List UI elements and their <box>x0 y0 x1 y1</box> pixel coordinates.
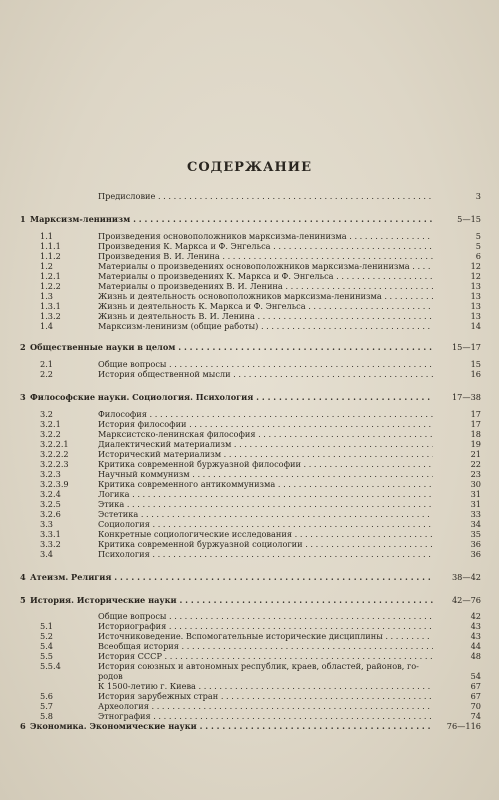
toc-entry-page: 15—17 <box>451 342 481 352</box>
toc-entry-label: История СССР . . . <box>98 651 433 661</box>
toc-entry-page: 12 <box>470 271 481 281</box>
toc-entry-label: Критика современной буржуазной социологии . . . <box>98 539 433 549</box>
toc-entry-row[interactable] <box>20 631 481 641</box>
toc-entry-page: 3 <box>475 191 481 201</box>
toc-entry-number: 4 <box>20 572 26 582</box>
toc-entry-row[interactable] <box>20 671 481 681</box>
toc-entry-row[interactable] <box>20 711 481 721</box>
toc-entry-page: 17 <box>470 419 481 429</box>
toc-entry-number: 1.4 <box>40 321 54 331</box>
toc-entry-number: 1.1.2 <box>40 251 61 261</box>
toc-entry-row[interactable] <box>20 509 481 519</box>
toc-entry-page: 42—76 <box>451 595 481 605</box>
toc-entry-page: 18 <box>470 429 481 439</box>
toc-entry-label: Жизнь и деятельность основоположников марксизма-ленинизма . . . <box>98 291 433 301</box>
toc-entry-label: История философии . . . <box>98 419 433 429</box>
toc-entry-label: Марксизм-ленинизм (общие работы) . . . <box>98 321 433 331</box>
toc-entry-label: Всеобщая история . . . <box>98 641 433 651</box>
toc-entry-row[interactable] <box>20 409 481 419</box>
toc-entry-row[interactable] <box>20 681 481 691</box>
toc-entry-label: Социология . . . <box>98 519 433 529</box>
toc-entry-row[interactable] <box>20 359 481 369</box>
toc-entry-number: 1.1 <box>40 231 54 241</box>
toc-entry-page: 5 <box>475 241 481 251</box>
toc-section-row[interactable] <box>20 721 481 731</box>
toc-entry-row[interactable] <box>20 281 481 291</box>
toc-entry-label: Жизнь и деятельность К. Маркса и Ф. Энгельса . . . <box>98 301 433 311</box>
toc-entry-label: Историография . . . <box>98 621 433 631</box>
toc-entry-page: 36 <box>470 539 481 549</box>
toc-entry-label: История зарубежных стран . . . <box>98 691 433 701</box>
toc-entry-label: Психология . . . <box>98 549 433 559</box>
toc-entry-label: К 1500-летию г. Киева . . . <box>98 681 433 691</box>
toc-entry-number: 1.2.2 <box>40 281 61 291</box>
toc-entry-number: 3.2.3.9 <box>40 479 69 489</box>
toc-entry-row[interactable] <box>20 479 481 489</box>
toc-section-row[interactable] <box>20 342 481 352</box>
toc-entry-row[interactable] <box>20 641 481 651</box>
toc-entry-number: 5.2 <box>40 631 54 641</box>
toc-entry-label: Произведения К. Маркса и Ф. Энгельса . . . <box>98 241 433 251</box>
toc-entry-number: 5.7 <box>40 701 54 711</box>
toc-entry-page: 33 <box>470 509 481 519</box>
toc-entry-row[interactable] <box>20 549 481 559</box>
toc-entry-row[interactable] <box>20 529 481 539</box>
toc-entry-page: 13 <box>470 281 481 291</box>
toc-entry-number: 5.6 <box>40 691 54 701</box>
toc-entry-page: 48 <box>470 651 481 661</box>
toc-entry-page: 76—116 <box>446 721 481 731</box>
toc-entry-row[interactable] <box>20 701 481 711</box>
toc-entry-page: 67 <box>470 691 481 701</box>
toc-entry-row[interactable] <box>20 499 481 509</box>
toc-entry-row[interactable] <box>20 691 481 701</box>
toc-entry-label: Материалы о произведениях В. И. Ленина . . . <box>98 281 433 291</box>
toc-entry-page: 43 <box>470 621 481 631</box>
toc-entry-row[interactable] <box>20 469 481 479</box>
toc-entry-number: 1.1.1 <box>40 241 61 251</box>
toc-entry-row[interactable] <box>20 231 481 241</box>
toc-entry-row[interactable] <box>20 419 481 429</box>
toc-section-row[interactable] <box>20 214 481 224</box>
toc-entry-row[interactable] <box>20 459 481 469</box>
toc-entry-label: Логика . . . <box>98 489 433 499</box>
toc-entry-label: Марксизм-ленинизм . . . <box>30 214 433 224</box>
toc-entry-label: Материалы о произведениях К. Маркса и Ф. Энгельса . . . <box>98 271 433 281</box>
toc-entry-page: 13 <box>470 301 481 311</box>
toc-entry-row[interactable] <box>20 661 481 671</box>
toc-entry-label: Атеизм. Религия . . . <box>30 572 433 582</box>
toc-entry-page: 13 <box>470 291 481 301</box>
toc-entry-page: 34 <box>470 519 481 529</box>
toc-entry-row[interactable] <box>20 439 481 449</box>
toc-entry-page: 13 <box>470 311 481 321</box>
toc-entry-row[interactable] <box>20 489 481 499</box>
toc-entry-label: Научный коммунизм . . . <box>98 469 433 479</box>
toc-entry-page: 31 <box>470 499 481 509</box>
toc-entry-number: 3.2.1 <box>40 419 61 429</box>
toc-entry-page: 44 <box>470 641 481 651</box>
toc-entry-row[interactable] <box>20 261 481 271</box>
toc-entry-row[interactable] <box>20 241 481 251</box>
toc-entry-number: 1.2.1 <box>40 271 61 281</box>
toc-entry-row[interactable] <box>20 291 481 301</box>
toc-entry-label: Исторический материализм . . . <box>98 449 433 459</box>
toc-entry-row[interactable] <box>20 651 481 661</box>
toc-entry-page: 5—15 <box>457 214 481 224</box>
toc-entry-number: 3.2 <box>40 409 54 419</box>
toc-entry-number: 3.3.1 <box>40 529 61 539</box>
toc-entry-page: 70 <box>470 701 481 711</box>
toc-entry-number: 3.4 <box>40 549 54 559</box>
toc-entry-page: 17—38 <box>451 392 481 402</box>
toc-entry-label: Общие вопросы . . . <box>98 359 433 369</box>
toc-entry-label: Материалы о произведениях основоположников марксизма-ленинизма . . . <box>98 261 433 271</box>
toc-entry-page: 43 <box>470 631 481 641</box>
toc-entry-number: 5.4 <box>40 641 54 651</box>
toc-entry-label: Экономика. Экономические науки . . . <box>30 721 433 731</box>
toc-entry-label: Предисловие . . . <box>98 191 433 201</box>
toc-entry-number: 3.2.3 <box>40 469 61 479</box>
toc-entry-label: Диалектический материализм . . . <box>98 439 433 449</box>
toc-entry-number: 3.2.6 <box>40 509 61 519</box>
toc-entry-number: 3.2.2 <box>40 429 61 439</box>
toc-entry-number: 3.2.4 <box>40 489 61 499</box>
toc-entry-label: Философия . . . <box>98 409 433 419</box>
toc-entry-row[interactable] <box>20 611 481 621</box>
toc-entry-label: Этика . . . <box>98 499 433 509</box>
toc-entry-row[interactable] <box>20 519 481 529</box>
toc-entry-page: 14 <box>470 321 481 331</box>
toc-entry-row[interactable] <box>20 429 481 439</box>
toc-entry-number: 3 <box>20 392 26 402</box>
toc-entry-label: Источниковедение. Вспомогательные исторические дисциплины . . . <box>98 631 433 641</box>
toc-entry-number: 5.8 <box>40 711 54 721</box>
toc-entry-label: Философские науки. Социология. Психология . . . <box>30 392 433 402</box>
toc-entry-number: 1.2 <box>40 261 54 271</box>
toc-entry-number: 3.2.2.3 <box>40 459 69 469</box>
toc-entry-page: 16 <box>470 369 481 379</box>
toc-entry-number: 2.2 <box>40 369 54 379</box>
toc-section-row[interactable] <box>20 392 481 402</box>
toc-entry-page: 23 <box>470 469 481 479</box>
toc-section-row[interactable] <box>20 572 481 582</box>
toc-entry-page: 21 <box>470 449 481 459</box>
toc-entry-row[interactable] <box>20 311 481 321</box>
toc-entry-number: 6 <box>20 721 26 731</box>
toc-entry-number: 1.3 <box>40 291 54 301</box>
toc-entry-row[interactable] <box>20 369 481 379</box>
toc-entry-label: Произведения В. И. Ленина . . . <box>98 251 433 261</box>
toc-entry-number: 5.5 <box>40 651 54 661</box>
toc-entry-page: 17 <box>470 409 481 419</box>
toc-entry-page: 12 <box>470 261 481 271</box>
toc-entry-label: Критика современного антикоммунизма . . . <box>98 479 433 489</box>
toc-entry-number: 5 <box>20 595 26 605</box>
toc-entry-label: Общие вопросы . . . <box>98 611 433 621</box>
toc-entry-page: 6 <box>475 251 481 261</box>
toc-entry-label: родов <box>98 671 123 681</box>
toc-entry-number: 3.3 <box>40 519 54 529</box>
toc-entry-label: Критика современной буржуазной философии . . . <box>98 459 433 469</box>
toc-entry-number: 1.3.1 <box>40 301 61 311</box>
toc-entry-label: Жизнь и деятельность В. И. Ленина . . . <box>98 311 433 321</box>
toc-entry-page: 22 <box>470 459 481 469</box>
toc-entry-page: 31 <box>470 489 481 499</box>
toc-entry-label: История. Исторические науки . . . <box>30 595 433 605</box>
toc-entry-number: 2 <box>20 342 26 352</box>
toc-entry-row[interactable] <box>20 449 481 459</box>
toc-entry-number: 3.2.5 <box>40 499 61 509</box>
toc-entry-number: 1.3.2 <box>40 311 61 321</box>
toc-entry-number: 1 <box>20 214 26 224</box>
toc-entry-label: Этнография . . . <box>98 711 433 721</box>
toc-entry-number: 2.1 <box>40 359 54 369</box>
toc-entry-page: 19 <box>470 439 481 449</box>
toc-entry-row[interactable] <box>20 621 481 631</box>
toc-entry-label: Произведения основоположников марксизма-ленинизма . . . <box>98 231 433 241</box>
toc-entry-number: 5.1 <box>40 621 54 631</box>
toc-entry-page: 74 <box>470 711 481 721</box>
toc-entry-label: Общественные науки в целом . . . <box>30 342 433 352</box>
toc-entry-page: 38—42 <box>451 572 481 582</box>
toc-entry-row[interactable] <box>20 251 481 261</box>
toc-entry-number: 3.2.2.2 <box>40 449 69 459</box>
toc-section-row[interactable] <box>20 595 481 605</box>
toc-entry-row[interactable] <box>20 539 481 549</box>
toc-entry-label: История союзных и автономных республик, краев, областей, районов, го- <box>98 661 419 671</box>
toc-entry-page: 36 <box>470 549 481 559</box>
toc-entry-number: 3.2.2.1 <box>40 439 69 449</box>
toc-entry-label: Эстетика . . . <box>98 509 433 519</box>
toc-entry-page: 5 <box>475 231 481 241</box>
toc-entry-page: 54 <box>470 671 481 681</box>
toc-entry-row[interactable] <box>20 191 481 201</box>
toc-entry-label: Конкретные социологические исследования . . . <box>98 529 433 539</box>
toc-entry-label: Марксистско-ленинская философия . . . <box>98 429 433 439</box>
toc-entry-row[interactable] <box>20 321 481 331</box>
toc-entry-number: 5.5.4 <box>40 661 61 671</box>
toc-entry-page: 67 <box>470 681 481 691</box>
toc-entry-row[interactable] <box>20 271 481 281</box>
toc-entry-page: 15 <box>470 359 481 369</box>
page-title: СОДЕРЖАНИЕ <box>186 160 313 175</box>
toc-entry-label: История общественной мысли . . . <box>98 369 433 379</box>
toc-entry-row[interactable] <box>20 301 481 311</box>
toc-entry-page: 30 <box>470 479 481 489</box>
toc-entry-label: Археология . . . <box>98 701 433 711</box>
toc-entry-page: 35 <box>470 529 481 539</box>
toc-entry-number: 3.3.2 <box>40 539 61 549</box>
toc-entry-page: 42 <box>470 611 481 621</box>
